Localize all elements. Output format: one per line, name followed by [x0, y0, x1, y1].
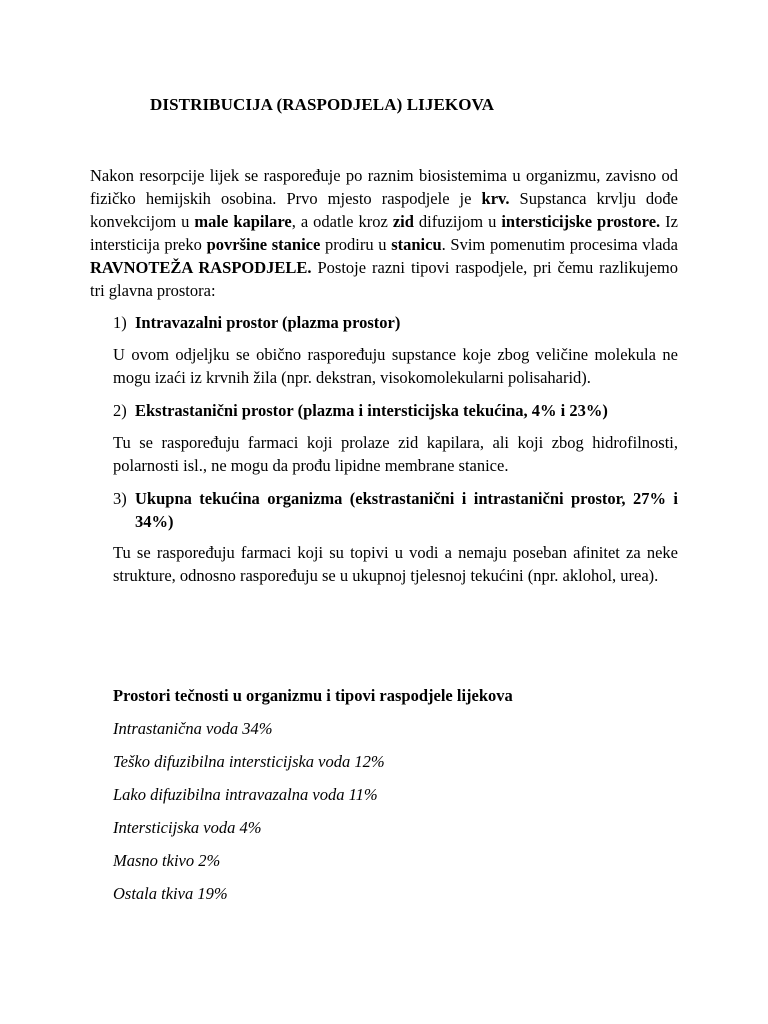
intro-run: Supstanca krvlju dođe konvekcijom u — [90, 189, 678, 231]
document-title: DISTRIBUCIJA (RASPODJELA) LIJEKOVA — [150, 95, 495, 114]
intro-run-bold: površine stanice — [206, 235, 321, 254]
intro-run-bold: RAVNOTEŽA RASPODJELE. — [90, 258, 312, 277]
list-heading-2 — [113, 399, 678, 422]
intro-run: prodiru u — [320, 235, 392, 254]
list-body-2: Tu se raspoređuju farmaci koji prolaze zid kapilara, ali koji zbog hidrofilnosti, polarnosti isl., ne mogu da prođu lipidne membrane stanice. — [113, 433, 678, 475]
intro-run-bold: zid — [392, 212, 414, 231]
list-heading-text: Ukupna tekućina organizma (ekstrastanični i intrastanični prostor, 27% i 34%) — [135, 489, 678, 531]
space-item: Intrastanična voda 34% — [113, 719, 273, 738]
list-number: 2) — [113, 401, 127, 420]
intro-run-bold: krv. — [481, 189, 510, 208]
intro-run-bold: intersticijske prostore. — [501, 212, 661, 231]
space-item: Intersticijska voda 4% — [113, 818, 262, 837]
spaces-title: Prostori tečnosti u organizmu i tipovi raspodjele lijekova — [113, 686, 513, 705]
space-item: Ostala tkiva 19% — [113, 884, 228, 903]
space-item: Teško difuzibilna intersticijska voda 12% — [113, 752, 385, 771]
list-number: 1) — [113, 313, 127, 332]
intro-run: Iz intersticija preko — [90, 212, 678, 254]
intro-run: difuzijom u — [413, 212, 502, 231]
list-heading-text: Ekstrastanični prostor (plazma i intersticijska tekućina, 4% i 23%) — [135, 401, 608, 420]
intro-run: Postoje razni tipovi raspodjele, pri čemu razlikujemo tri glavna prostora: — [90, 258, 678, 300]
intro-run: Nakon resorpcije lijek se raspoređuje po raznim biosistemima u organizmu, zavisno od fizičko hemijskih osobina. Prvo mjesto raspodjele je — [90, 166, 678, 208]
intro-run: , a odatle kroz — [291, 212, 393, 231]
intro-run: . Svim pomenutim procesima vlada — [441, 235, 678, 254]
intro-run-bold: male kapilare — [194, 212, 292, 231]
space-item: Masno tkivo 2% — [113, 851, 221, 870]
intro-paragraph — [90, 164, 678, 302]
list-body-3: Tu se raspoređuju farmaci koji su topivi u vodi a nemaju poseban afinitet za neke strukture, odnosno raspoređuju se u ukupnoj tjelesnoj tekućini (npr. aklohol, urea). — [113, 543, 678, 585]
list-heading-text: Intravazalni prostor (plazma prostor) — [135, 313, 401, 332]
list-heading-1 — [113, 311, 678, 334]
intro-run-bold: stanicu — [391, 235, 442, 254]
space-item: Lako difuzibilna intravazalna voda 11% — [113, 785, 378, 804]
list-number: 3) — [113, 489, 127, 508]
list-body-1: U ovom odjeljku se obično raspoređuju supstance koje zbog veličine molekula ne mogu izaći iz krvnih žila (npr. dekstran, visokomolekularni polisaharid). — [113, 345, 678, 387]
list-heading-3 — [113, 487, 678, 533]
